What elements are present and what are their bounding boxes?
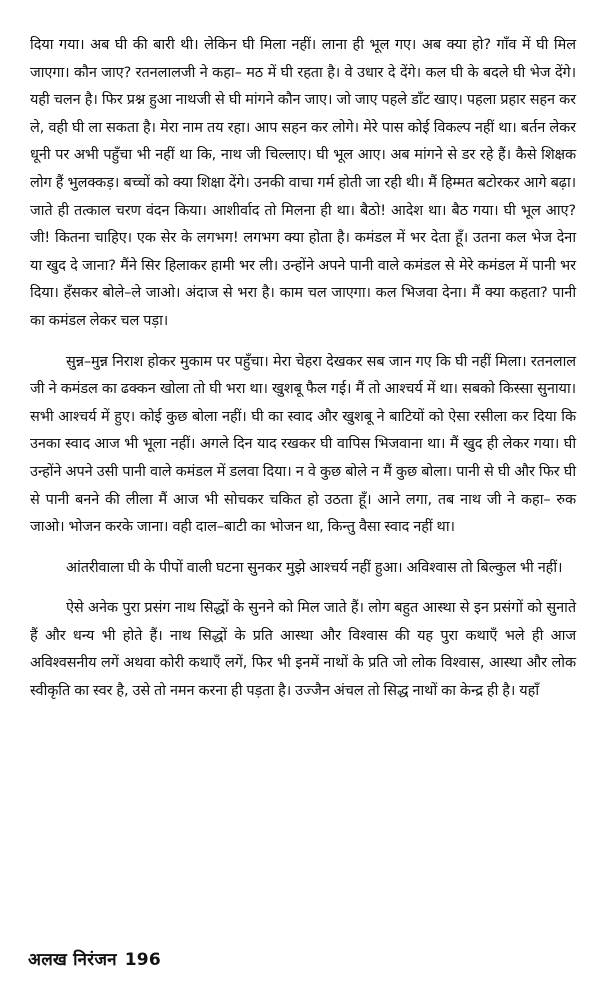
paragraph-4: ऐसे अनेक पुरा प्रसंग नाथ सिद्धों के सुनने को मिल जाते हैं। लोग बहुत आस्था से इन प्रसंगों को सुनाते हैं और धन्य भी होते हैं। नाथ सिद्धों के प्रति आस्था और विश्वास की यह पुरा कथाएँ भले ही आज अविश्वसनीय लगें अथवा कोरी कथाएँ लगें, फिर भी इनमें नाथों के प्रति जो लोक विश्वास, आस्था और लोक स्वीकृति का स्वर है, उसे तो नमन करना ही पड़ता है। उज्जैन अंचल तो सिद्ध नाथों का केन्द्र ही है। यहाँ — [30, 600, 576, 700]
book-title: अलख निरंजन — [28, 950, 117, 970]
paragraph-3: आंतरीवाला घी के पीपों वाली घटना सुनकर मुझे आश्चर्य नहीं हुआ। अविश्वास तो बिल्कुल भी नहीं। — [66, 559, 563, 576]
page-body — [30, 32, 576, 706]
page-number: 196 — [124, 950, 161, 970]
paragraph-1: दिया गया। अब घी की बारी थी। लेकिन घी मिला नहीं। लाना ही भूल गए। अब क्या हो? गाँव में घी मिल जाएगा। कौन जाए? रतनलालजी ने कहा– मठ में घी रहता है। वे उधार दे देंगे। कल घी के बदले घी भेज देंगे। यही चलन है। फिर प्रश्न हुआ नाथजी से घी मांगने कौन जाए। जो जाए पहले डाँट खाए। पहला प्रहार सहन कर ले, वही घी ला सकता है। मेरा नाम तय रहा। आप सहन कर लोगे। मेरे पास कोई विकल्प नहीं था। बर्तन लेकर धूनी पर अभी पहुँचा भी नहीं था कि, नाथ जी चिल्लाए। घी भूल आए। अब मांगने से डर रहे हैं। कैसे शिक्षक लोग हैं भुलक्कड़। बच्चों को क्या शिक्षा देंगे। उनकी वाचा गर्म होती जा रही थी। मैं हिम्मत बटोरकर आगे बढ़ा। जाते ही तत्काल चरण वंदन किया। आशीर्वाद तो मिलना ही था। बैठो! आदेश था। बैठ गया। घी भूल आए? जी! कितना चाहिए। एक सेर के लगभग! लगभग क्या होता है। कमंडल में भर देता हूँ। उतना कल भेज देना या खुद दे जाना? मैंने सिर हिलाकर हामी भर ली। उन्होंने अपने पानी वाले कमंडल से मेरे कमंडल में पानी भर दिया। हँसकर बोले–ले जाओ। अंदाज से भरा है। काम चल जाएगा। कल भिजवा देना। मैं क्या कहता? पानी का कमंडल लेकर चल पड़ा। — [30, 37, 576, 329]
page-footer — [28, 947, 161, 970]
paragraph-2: सुन्न–मुन्न निराश होकर मुकाम पर पहुँचा। मेरा चेहरा देखकर सब जान गए कि घी नहीं मिला। रतनलाल जी ने कमंडल का ढक्कन खोला तो घी भरा था। खुशबू फैल गई। मैं तो आश्चर्य में था। सबको किस्सा सुनाया। सभी आश्चर्य में हुए। कोई कुछ बोला नहीं। घी का स्वाद और खुशबू ने बाटियों को ऐसा रसीला कर दिया कि उनका स्वाद आज भी भूला नहीं। अगले दिन याद रखकर घी वापिस भिजवाना था। मैं खुद ही लेकर गया। घी उन्होंने अपने उसी पानी वाले कमंडल में डलवा दिया। न वे कुछ बोले न मैं कुछ बोला। पानी से घी और फिर घी से पानी बनने की लीला मैं आज भी सोचकर चकित हो उठता हूँ। आने लगा, तब नाथ जी ने कहा– रुक जाओ। भोजन करके जाना। वही दाल–बाटी का भोजन था, किन्तु वैसा स्वाद नहीं था। — [30, 353, 576, 536]
